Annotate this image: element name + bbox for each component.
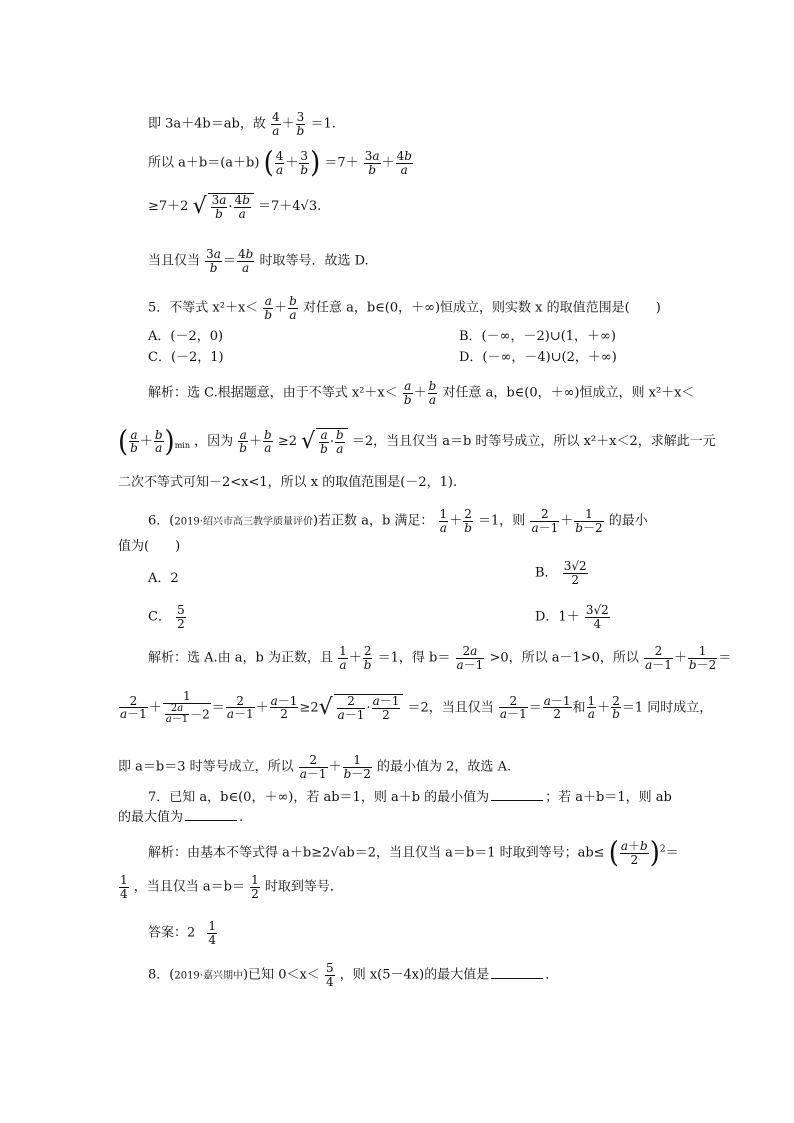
q5-stem-b: 对任意 a，b∈(0，＋∞)恒成立，则实数 x 的取值范围是( ) [302,300,661,316]
fraction: $\frac{3}{b}$ [296,110,305,138]
q6-source: 2019·绍兴市高三教学质量评价 [174,516,313,528]
fraction: $\frac{4}{a}$ [271,110,280,138]
answer-blank[interactable] [491,966,543,979]
q6-option-c-label: C． [148,609,171,625]
sol4-line1-end: ＝1. [310,116,336,132]
q6-option-a: A．2 [148,571,179,586]
q6-stem-d: 的最小 [608,513,648,529]
q7-answer-label: 答案：2 [148,925,196,941]
q8-stem-c: ，则 x(5－4x)的最大值是 [339,967,490,983]
q6-sol-text: 和 [572,700,586,716]
q7-eq: ＝ [665,845,679,861]
sol4-line3-text: ≥7＋2 [148,199,189,215]
q6-solution-line3: 即 a＝b＝3 时等号成立，所以 $\frac{2}{a-1}$ ＋ $\frac{1}{b-2}$ 的最小值为 2，故选 A. [118,753,512,781]
q7-sol-text: 解析：由基本不等式得 a＋b≥2√ab＝2，当且仅当 a＝b＝1 时取到等号；ab≤ [148,845,605,861]
min-subscript: min [174,441,190,451]
q7-stem-l2: 的最大值为 [118,810,184,825]
sol4-line4-text: 当且仅当 [148,253,201,269]
q5-sol-text: ≥2 [277,434,297,450]
q8-stem-d: ． [545,967,559,983]
q5-solution-line2: ( $\frac{a}{b}$ ＋ $\frac{b}{a}$ )$_{min}$ ，因为 $\frac{a}{b}$ ＋ $\frac{b}{a}$ ≥2 √ $\frac{a}{b}$ · $\frac{b}{a}$ ＝2，当且仅当 a＝b 时等号成立，所以 x²＋x＜2，求解此一元 [118,425,716,459]
q6-stem-b: )若正数 a，b 满足： [312,513,434,529]
q5-option-c: C．(－2，1) [148,350,224,365]
q6-stem: 6．(2019·绍兴市高三教学质量评价)若正数 a，b 满足： $\frac{1}{a}$ ＋ $\frac{2}{b}$ ＝1，则 $\frac{2}{a-1}$ ＋ $\frac{1}{b-2}$ 的最小 [148,507,648,535]
q7-stem [148,788,672,804]
sol4-line1: 即 3a＋4b＝ab，故 $\frac{4}{a}$ ＋ $\frac{3}{b}$ ＝1. [148,110,336,138]
q8-stem: 8．(2019·嘉兴期中)已知 0＜x＜ $\frac{5}{4}$ ，则 x(5－4x)的最大值是 ． [148,961,559,989]
answer-blank[interactable] [185,808,237,821]
sol4-line3: ≥7＋2 √ $\frac{3a}{b}$ · $\frac{4b}{a}$ ＝7＋4√3. [148,193,322,221]
q6-solution-line1: 解析：选 A.由 a，b 为正数，且 $\frac{1}{a}$ ＋ $\frac{2}{b}$ ＝1，得 b＝ $\frac{2a}{a-1}$ >0，所以 a－1>0，所以 $\frac{2}{a-1}$ ＋ $\frac{1}{b-2}$ ＝ [148,644,732,672]
q5-stem: 5．不等式 x²＋x＜ $\frac{a}{b}$ ＋ $\frac{b}{a}$ 对任意 a，b∈(0，＋∞)恒成立，则实数 x 的取值范围是( ) [148,294,661,322]
q6-sol-text: ＝1，得 b＝ [377,650,451,666]
sol4-line2: 所以 a＋b＝(a＋b) ( $\frac{4}{a}$ ＋ $\frac{3}{b}$ ) ＝7＋ $\frac{3a}{b}$ ＋ $\frac{4b}{a}$ [148,146,412,180]
q6-sol-text: 解析：选 A.由 a，b 为正数，且 [148,650,333,666]
q8-stem-b: )已知 0＜x＜ [242,967,320,983]
q8-source: 2019·嘉兴期中 [174,970,243,982]
q7-sol-text: ，当且仅当 a＝b＝ [133,879,245,895]
q7-sol-text: 时取到等号． [264,879,343,895]
q6-solution-line2: $\frac{2}{a-1}$ ＋ 1 $\frac{2a}{a-1}$ －2 ＝ $\frac{2}{a-1}$ ＋ $\frac{a-1}{2}$ ≥2√ $\frac{2}{a-1}$ · $\frac{a-1}{2}$ ＝2，当且仅当 $\frac{2}{a-1}$ ＝ $\frac{a-1}{2}$ 和 $\frac{1}{a}$ ＋ $\frac{2}{b}$ ＝1 同时成立， [120,689,713,726]
q6-sol-text: ＝1 同时成立， [621,700,713,716]
q6-sol-text: 即 a＝b＝3 时等号成立，所以 [118,759,294,775]
q6-stem-a: 6．( [148,513,175,529]
sol4-line2-mid: ＝7＋ [324,155,359,171]
q7-solution-line2: $\frac{1}{4}$ ，当且仅当 a＝b＝ $\frac{1}{2}$ 时取到等号． [120,873,343,901]
q6-option-d-label: D．1＋ [535,609,580,625]
sol4-line4: 当且仅当 $\frac{3a}{b}$ ＝ $\frac{4b}{a}$ 时取等号．故选 D. [148,247,369,275]
q6-option-b: B． $\frac{3√2}{2}$ [535,559,587,587]
q8-stem-a: 8．( [148,967,175,983]
q6-option-d: D．1＋ $\frac{3√2}{4}$ [535,603,609,631]
q6-sol-text: 的最小值为 2，故选 A. [377,759,512,775]
q7-solution-line1: 解析：由基本不等式得 a＋b≥2√ab＝2，当且仅当 a＝b＝1 时取到等号；ab≤ ( $\frac{a+b}{2}$ )$^2$＝ [148,836,679,870]
q5-sol-text: ＝2，当且仅当 a＝b 时等号成立，所以 x²＋x＜2，求解此一元 [351,434,716,450]
q6-stem-c: ＝1，则 [478,513,526,529]
q5-solution-line1: 解析：选 C.根据题意，由于不等式 x²＋x＜ $\frac{a}{b}$ ＋ $\frac{b}{a}$ 对任意 a，b∈(0，＋∞)恒成立，则 x²＋x＜ [148,379,695,407]
q6-sol-text: >0，所以 a－1>0，所以 [489,650,639,666]
sol4-line1-text: 即 3a＋4b＝ab，故 [148,116,266,132]
q7-stem-line2: 的最大值为 . [118,810,244,825]
q6-sol-text: ＝2，当且仅当 [407,700,494,716]
q5-option-d: D．(－∞，－4)∪(2，＋∞) [459,350,617,365]
q5-sol-text: 解析：选 C.根据题意，由于不等式 x²＋x＜ [148,385,398,401]
q6-option-b-label: B． [535,565,558,581]
q7-stem-b: ；若 a＋b＝1，则 ab [545,790,672,805]
q5-solution-line3: 二次不等式可知－2<x<1，所以 x 的取值范围是(－2，1). [118,475,458,490]
q7-stem-a: 7．已知 a，b∈(0，＋∞)，若 ab＝1，则 a＋b 的最小值为 [148,790,490,805]
q6-option-c: C． $\frac{5}{2}$ [148,603,185,631]
answer-blank[interactable] [491,788,543,801]
q6-stem-line2: 值为( ) [118,539,181,554]
q5-stem-a: 5．不等式 x²＋x＜ [148,300,259,316]
q5-option-b: B．(－∞，－2)∪(1，＋∞) [459,329,616,344]
q5-sol-text: 对任意 a，b∈(0，＋∞)恒成立，则 x²＋x＜ [442,385,695,401]
q7-answer: 答案：2 $\frac{1}{4}$ [148,919,217,947]
sol4-line4-end: 时取等号．故选 D. [259,253,369,269]
q5-sol-text: ，因为 [194,434,234,450]
sol4-line2-text: 所以 a＋b＝(a＋b) [148,155,260,171]
q5-option-a: A．(－2，0) [148,329,224,344]
sol4-line3-end: ＝7＋4√3. [258,199,322,215]
